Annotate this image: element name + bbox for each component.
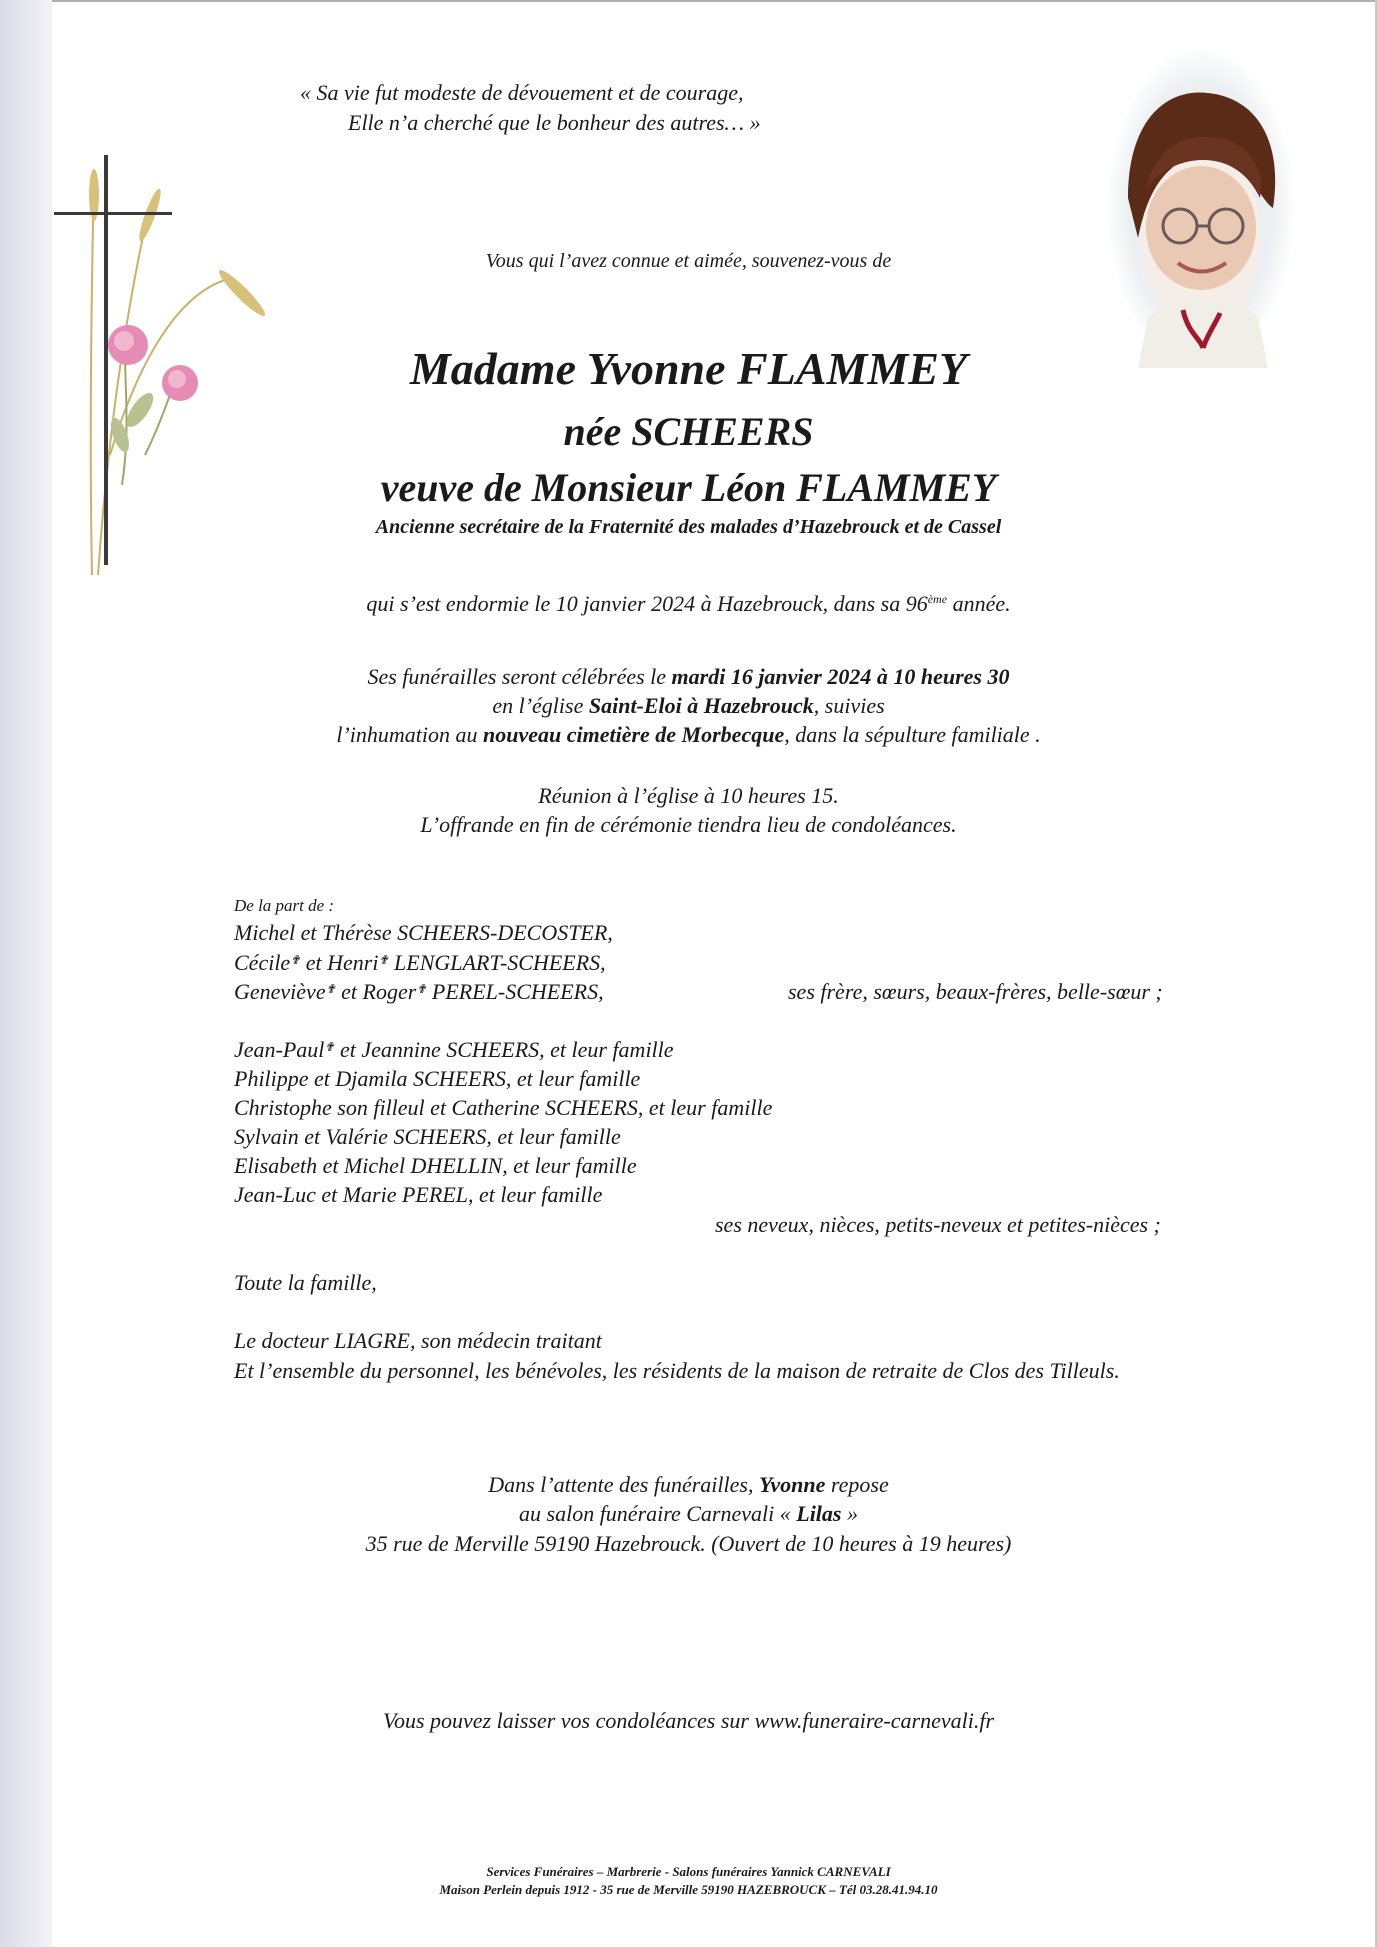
quote-line-2: Elle n’a cherché que le bonheur des autres… »	[348, 110, 761, 135]
death-sup: ème	[927, 592, 948, 606]
condolences-line: Vous pouvez laisser vos condoléances sur www.funeraire-carnevali.fr	[382, 1708, 995, 1733]
surname-lenglart: LENGLART-SCHEERS,	[388, 950, 606, 975]
family-g2-line-5: Elisabeth et Michel DHELLIN, et leur famille	[234, 1153, 637, 1178]
rest-l2-a: au salon funéraire Carnevali «	[519, 1501, 797, 1526]
funeral-l2-c: , suivies	[813, 693, 885, 718]
family-g1-line-1: Michel et Thérèse SCHEERS-DECOSTER,	[234, 920, 613, 945]
portrait-icon	[1108, 48, 1294, 368]
name-cecile: Cécile	[234, 950, 291, 975]
deceased-mark: ✟	[416, 982, 427, 996]
family-g2-relation: ses neveux, nièces, petits-neveux et petites-nièces ;	[715, 1212, 1161, 1237]
funeral-l3-c: , dans la sépulture familiale .	[784, 722, 1041, 747]
funeral-line-2	[0, 693, 1377, 719]
maiden-name: née SCHEERS	[563, 409, 814, 454]
funeral-l3-a: l’inhumation au	[336, 722, 483, 747]
rest-line-1	[0, 1472, 1377, 1498]
funeral-l1-a: Ses funérailles seront célébrées le	[367, 664, 672, 689]
g2-l1-rest: et Jeannine SCHEERS, et leur famille	[334, 1037, 674, 1062]
deceased-mark: ✟	[290, 953, 301, 967]
family-g2-line-6: Jean-Luc et Marie PEREL, et leur famille	[234, 1182, 603, 1207]
staff-line: Et l’ensemble du personnel, les bénévoles, les résidents de la maison de retraite de Clos des Tilleuls.	[234, 1358, 1120, 1383]
deceased-name: Madame Yvonne FLAMMEY	[409, 343, 968, 394]
family-g2-line-4: Sylvain et Valérie SCHEERS, et leur famille	[234, 1124, 621, 1149]
family-g1-relation: ses frère, sœurs, beaux-frères, belle-sœur ;	[788, 979, 1163, 1004]
meeting-line-1: Réunion à l’église à 10 heures 15.	[538, 783, 839, 808]
family-g1-line-3	[234, 979, 604, 1005]
family-g2-line-3: Christophe son filleul et Catherine SCHEERS, et leur famille	[234, 1095, 773, 1120]
portrait-photo	[1108, 48, 1294, 368]
death-after: année.	[947, 591, 1011, 616]
widow-of: veuve de Monsieur Léon FLAMMEY	[380, 465, 997, 510]
rest-line-3: 35 rue de Merville 59190 Hazebrouck. (Ouvert de 10 heures à 19 heures)	[365, 1531, 1012, 1556]
family-header: De la part de :	[234, 896, 335, 915]
former-role: Ancienne secrétaire de la Fraternité des malades d’Hazebrouck et de Cassel	[375, 516, 1002, 538]
cemetery-name: nouveau cimetière de Morbecque	[482, 722, 785, 747]
top-border	[52, 0, 1377, 2]
name-roger: et Roger	[335, 979, 417, 1004]
deceased-mark: ✟	[378, 953, 389, 967]
family-g2-line-1	[234, 1037, 674, 1063]
church-name: Saint-Eloi à Hazebrouck	[588, 693, 814, 718]
name-henri: et Henri	[300, 950, 379, 975]
meeting-line-2: L’offrande en fin de cérémonie tiendra lieu de condoléances.	[420, 812, 957, 837]
rest-l1-c: repose	[825, 1472, 889, 1497]
left-decorative-strip	[0, 0, 52, 1947]
quote-line-1: « Sa vie fut modeste de dévouement et de courage,	[300, 80, 744, 105]
family-g1-line-2	[234, 950, 606, 976]
name-genevieve: Geneviève	[234, 979, 326, 1004]
funeral-line-3	[0, 722, 1377, 748]
intro-text: Vous qui l’avez connue et aimée, souvenez-vous de	[485, 250, 892, 272]
rest-first-name: Yvonne	[758, 1472, 826, 1497]
death-text: qui s’est endormie le 10 janvier 2024 à Hazebrouck, dans sa 96	[366, 591, 928, 616]
deceased-mark: ✟	[324, 1040, 335, 1054]
whole-family: Toute la famille,	[234, 1270, 377, 1295]
rest-line-2	[0, 1501, 1377, 1527]
salon-name: Lilas	[796, 1501, 842, 1526]
footer-line-2: Maison Perlein depuis 1912 - 35 rue de Merville 59190 HAZEBROUCK – Tél 03.28.41.94.10	[439, 1882, 938, 1897]
deceased-mark: ✟	[325, 982, 336, 996]
footer-line-1: Services Funéraires – Marbrerie - Salons funéraires Yannick CARNEVALI	[486, 1864, 891, 1879]
name-jean-paul: Jean-Paul	[234, 1037, 325, 1062]
family-g2-line-2: Philippe et Djamila SCHEERS, et leur famille	[234, 1066, 641, 1091]
funeral-date: mardi 16 janvier 2024 à 10 heures 30	[671, 664, 1010, 689]
funeral-line-1	[0, 664, 1377, 690]
surname-perel: PEREL-SCHEERS,	[426, 979, 604, 1004]
rest-l1-a: Dans l’attente des funérailles,	[488, 1472, 759, 1497]
death-notice	[0, 591, 1377, 617]
rest-l2-c: »	[841, 1501, 858, 1526]
doctor-line: Le docteur LIAGRE, son médecin traitant	[234, 1328, 602, 1353]
funeral-l2-a: en l’église	[492, 693, 589, 718]
